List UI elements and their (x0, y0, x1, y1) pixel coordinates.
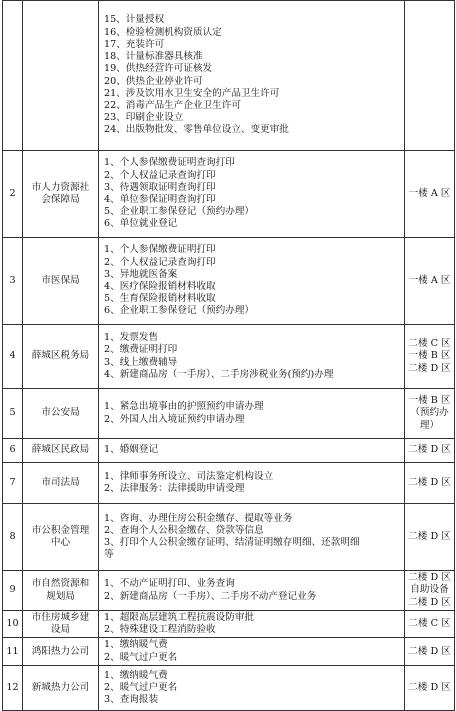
row-number: 8 (3, 504, 23, 571)
location-cell (405, 389, 455, 439)
service-items-cell (99, 439, 405, 463)
service-items-cell (99, 665, 405, 710)
department-cell (23, 1, 99, 151)
department-name: 设局 (50, 624, 71, 636)
location-label: 一楼 A 区 (408, 274, 451, 286)
service-item: 2、缴费证明打印 (104, 344, 178, 356)
department-name: 市医保局 (41, 274, 80, 286)
location-label: 二楼 C 区 (408, 338, 451, 350)
service-items-cell (99, 504, 405, 571)
service-item: 2、新建商品房（一手房）、二手房不动产登记业务 (104, 590, 317, 602)
service-items-cell (99, 611, 405, 638)
service-item: 2、法律服务：法律援助申请受理 (104, 483, 245, 494)
service-item: 5、企业职工参保登记（预约办理） (104, 206, 255, 218)
row-number: 5 (3, 389, 23, 439)
department-name: 薛城区税务局 (31, 350, 90, 362)
location-cell (405, 439, 455, 463)
service-item: 19、供热经营许可证核发 (104, 63, 213, 75)
service-items-cell (99, 151, 405, 238)
service-item: 2、暖气过户更名 (104, 681, 178, 693)
department-name: 市公积金管理 (31, 524, 90, 536)
table-row (3, 504, 455, 571)
service-items-cell (99, 638, 405, 665)
service-items-cell (99, 1, 405, 151)
service-item: 1、个人参保缴费证明打印 (104, 244, 216, 256)
row-number: 6 (3, 439, 23, 463)
row-number: 11 (3, 638, 23, 665)
location-label: 二楼 D 区 (408, 530, 451, 542)
service-item: 15、计量授权 (104, 14, 165, 26)
department-name: 市人力资源社 (31, 181, 90, 193)
table-row (3, 665, 455, 710)
department-name: 市公安局 (41, 407, 80, 419)
location-cell (405, 571, 455, 611)
service-items-cell (99, 325, 405, 389)
table-row (3, 238, 455, 325)
department-cell (23, 325, 99, 389)
service-item: 18、计量标准器具核准 (104, 51, 203, 63)
location-cell (405, 665, 455, 710)
department-cell (23, 611, 99, 638)
service-item: 2、外国人出入境证预约申请办理 (104, 413, 245, 425)
service-item: 2、个人权益记录查询打印 (104, 256, 216, 268)
service-item: 3、打印个人公积金缴存证明、结清证明缴存明细、还款明细 (104, 537, 360, 548)
department-name: 中心 (50, 537, 71, 548)
table-row (3, 439, 455, 463)
service-item: 6、单位就业登记 (104, 218, 178, 230)
table-row (3, 1, 455, 151)
location-cell (405, 463, 455, 504)
department-cell (23, 463, 99, 504)
table-row (3, 463, 455, 504)
location-label: 一楼 B 区 (408, 395, 451, 407)
location-label: 二楼 D 区 (408, 681, 451, 693)
service-table-body (3, 1, 455, 711)
location-label: 一楼 B 区 (408, 350, 451, 362)
location-label: 自助设备 (410, 584, 449, 596)
department-name: 市司法局 (41, 476, 80, 488)
department-name: 鸿阳热力公司 (31, 645, 90, 657)
department-name: 新城热力公司 (31, 681, 90, 693)
location-cell (405, 504, 455, 571)
service-items-cell (99, 389, 405, 439)
service-table (2, 0, 455, 711)
service-item: 17、充装许可 (104, 38, 165, 50)
row-number: 7 (3, 463, 23, 504)
location-label: （预约办 (410, 407, 449, 419)
department-name: 薛城区民政局 (31, 444, 90, 456)
department-cell (23, 638, 99, 665)
service-item: 4、单位参保证明查询打印 (104, 194, 216, 205)
location-label: 理） (419, 419, 440, 431)
service-item: 4、新建商品房（一手房）、二手房涉税业务(预约)办理 (104, 368, 334, 380)
service-item: 4、医疗保险报销材料收取 (104, 281, 216, 292)
service-item: 6、企业职工参保登记（预约办理） (104, 305, 255, 317)
service-item: 1、缴纳暖气费 (104, 639, 168, 651)
location-cell (405, 325, 455, 389)
row-number: 10 (3, 611, 23, 638)
service-item: 2、个人权益记录查询打印 (104, 169, 216, 181)
service-item: 21、涉及饮用水卫生安全的产品卫生许可 (104, 87, 280, 99)
service-item: 1、婚姻登记 (104, 444, 159, 456)
department-name: 市自然资源和 (31, 578, 90, 590)
service-item: 1、超限高层建筑工程抗震设防审批 (104, 612, 255, 623)
department-cell (23, 571, 99, 611)
department-cell (23, 665, 99, 710)
department-name: 市住房城乡建 (31, 612, 90, 623)
row-number: 4 (3, 325, 23, 389)
location-cell (405, 151, 455, 238)
service-item: 1、个人参保缴费证明查询打印 (104, 157, 235, 169)
service-item: 3、线上缴费辅导 (104, 356, 178, 368)
location-cell (405, 238, 455, 325)
location-cell (405, 611, 455, 638)
department-name: 会保障局 (41, 194, 80, 205)
location-label: 二楼 D 区 (408, 596, 451, 608)
location-label: 一楼 A 区 (408, 187, 451, 199)
row-number: 12 (3, 665, 23, 710)
location-label: 二楼 D 区 (408, 476, 451, 488)
service-item: 1、发票发售 (104, 332, 159, 344)
location-label: 二楼 D 区 (408, 444, 451, 456)
department-cell (23, 439, 99, 463)
service-item: 等 (104, 549, 114, 561)
location-cell (405, 638, 455, 665)
service-item: 3、查询报装 (104, 693, 159, 705)
service-item: 1、不动产证明打印、业务查询 (104, 578, 235, 590)
service-item: 2、查询个人公积金缴存、贷款等信息 (104, 524, 264, 536)
service-item: 2、特殊建设工程消防验收 (104, 624, 216, 636)
row-number (3, 1, 23, 151)
table-row (3, 151, 455, 238)
service-item: 1、紧急出境事由的护照预约申请办理 (104, 401, 264, 413)
table-row (3, 611, 455, 638)
department-cell (23, 151, 99, 238)
table-row (3, 638, 455, 665)
location-label: 二楼 D 区 (408, 362, 451, 374)
service-item: 24、出版物批发、零售单位设立、变更审批 (104, 124, 289, 136)
service-item: 1、缴纳暖气费 (104, 669, 168, 681)
location-cell (405, 1, 455, 151)
table-row (3, 571, 455, 611)
service-items-cell (99, 463, 405, 504)
department-cell (23, 389, 99, 439)
service-item: 22、消毒产品生产企业卫生许可 (104, 99, 241, 111)
row-number: 9 (3, 571, 23, 611)
department-cell (23, 238, 99, 325)
service-item: 3、待遇领取证明查询打印 (104, 181, 216, 193)
service-item: 1、律师事务所设立、司法鉴定机构设立 (104, 470, 274, 482)
service-items-cell (99, 571, 405, 611)
service-items-cell (99, 238, 405, 325)
service-item: 3、异地就医备案 (104, 268, 178, 280)
service-item: 23、印刷企业设立 (104, 112, 184, 124)
table-row (3, 389, 455, 439)
location-label: 二楼 C 区 (408, 618, 451, 630)
table-row (3, 325, 455, 389)
location-label: 二楼 D 区 (408, 645, 451, 657)
department-name: 规划局 (46, 590, 75, 602)
service-item: 16、检验检测机构资质认定 (104, 26, 222, 38)
department-cell (23, 504, 99, 571)
service-item: 1、咨询、办理住房公积金缴存、提取等业务 (104, 512, 293, 524)
row-number: 3 (3, 238, 23, 325)
service-item: 20、供热企业停业许可 (104, 75, 203, 87)
location-label: 二楼 D 区 (408, 572, 451, 584)
row-number: 2 (3, 151, 23, 238)
service-item: 2、暖气过户更名 (104, 651, 178, 663)
service-item: 5、生育保险报销材料收取 (104, 293, 216, 305)
